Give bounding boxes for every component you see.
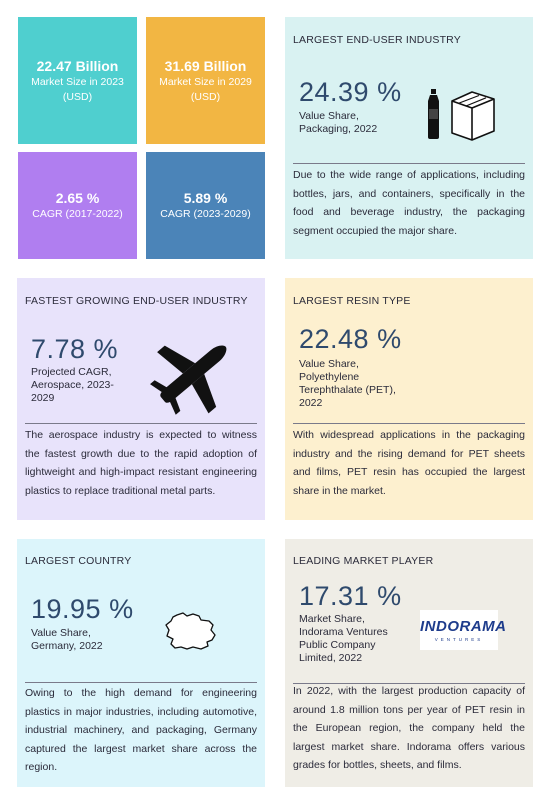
card-leading-market-player [285, 539, 533, 787]
tile-label-unit: (USD) [190, 90, 221, 103]
card-description: With widespread applications in the packaging industry and the rising demand for PET sheets and films, PET resin has occupied the largest share in the market. [293, 429, 525, 497]
card-stat-label: Projected CAGR, Aerospace, 2023- 2029 [31, 366, 114, 404]
tile-value: 22.47 Billion [36, 57, 119, 74]
card-stat-label: Value Share, Polyethylene Terephthalate (PET), 2022 [299, 358, 396, 409]
logo-wordmark: INDORAMA [420, 618, 507, 635]
tile-label: CAGR (2017-2022) [32, 208, 123, 220]
card-heading: LARGEST COUNTRY [25, 555, 132, 567]
card-stat-value: 19.95 % [31, 594, 134, 624]
card-stat-label: Value Share, Packaging, 2022 [299, 110, 378, 135]
company-logo [420, 610, 507, 650]
germany-map-icon [163, 611, 219, 651]
card-largest-end-user-industry [285, 17, 533, 259]
tile-value: 2.65 % [55, 190, 100, 206]
bottle-and-box-icon [426, 87, 500, 141]
card-fastest-growing-end-user-industry [17, 278, 265, 520]
card-heading: FASTEST GROWING END-USER INDUSTRY [25, 295, 248, 307]
stat-tile-market-size-2029 [146, 17, 265, 144]
tile-label: Market Size in 2029 [159, 75, 252, 88]
stat-tile-cagr-2023-2029 [146, 152, 265, 259]
card-stat-value: 7.78 % [31, 334, 119, 364]
card-divider [293, 423, 525, 424]
logo-subtext: VENTURES [434, 637, 484, 642]
card-stat-value: 17.31 % [299, 581, 402, 611]
tile-label: Market Size in 2023 [31, 75, 124, 88]
card-largest-resin-type [285, 278, 533, 520]
tile-value: 5.89 % [183, 190, 228, 206]
tile-label: CAGR (2023-2029) [160, 208, 251, 220]
tile-label-unit: (USD) [62, 90, 93, 103]
stat-tile-cagr-2017-2022 [18, 152, 137, 259]
stat-tile-market-size-2023 [18, 17, 137, 144]
card-divider [293, 163, 525, 164]
card-heading: LARGEST END-USER INDUSTRY [293, 34, 461, 46]
card-divider [25, 423, 257, 424]
card-description: The aerospace industry is expected to witness the fastest growth due to the rapid adoption of lightweight and high-impact resistant engineering plastics to replace traditional metal parts. [25, 429, 257, 497]
card-heading: LEADING MARKET PLAYER [293, 555, 434, 567]
card-description: Due to the wide range of applications, including bottles, jars, and containers, specifically in the food and beverage industry, the packaging segment occupied the major share. [293, 169, 525, 237]
card-description: Owing to the high demand for engineering plastics in major industries, including automotive, industrial machinery, and packaging, Germany captured the largest market share across the region. [25, 687, 257, 773]
tile-value: 31.69 Billion [164, 57, 247, 74]
card-stat-label: Market Share, Indorama Ventures Public Company Limited, 2022 [299, 613, 388, 664]
card-stat-value: 24.39 % [299, 77, 402, 107]
airplane-icon [149, 334, 235, 416]
card-heading: LARGEST RESIN TYPE [293, 295, 411, 307]
card-divider [25, 682, 257, 683]
card-stat-value: 22.48 % [299, 324, 402, 354]
card-description: In 2022, with the largest production capacity of around 1.8 million tons per year of PET resin in the European region, the company held the largest market share. Indorama offers various grades for bottles, sheets, and films. [293, 685, 525, 771]
card-largest-country [17, 539, 265, 787]
card-stat-label: Value Share, Germany, 2022 [31, 627, 103, 652]
